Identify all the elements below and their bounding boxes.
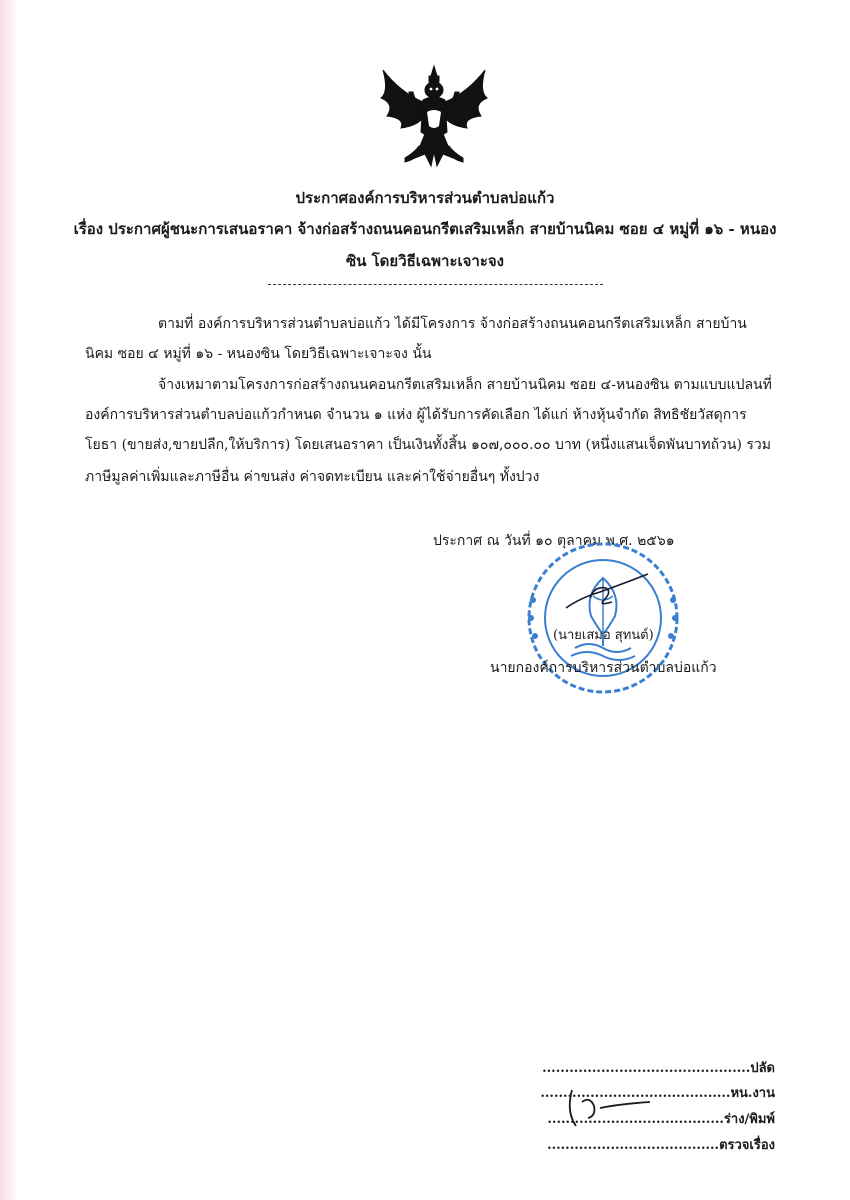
initials-signature-mark [560, 1082, 660, 1132]
routing-dots: ....................................... [547, 1112, 724, 1127]
routing-row-checker [535, 1134, 775, 1155]
routing-dots: .............................................. [542, 1061, 751, 1076]
scan-edge-tint [0, 0, 18, 1200]
paragraph-1-line-1: ตามที่ องค์การบริหารส่วนตำบลบ่อแก้ว ได้มีโครงการ จ้างก่อสร้างถนนคอนกรีตเสริมเหล็ก สายบ้าน [158, 316, 747, 332]
routing-dots: ...................................... [547, 1138, 720, 1153]
routing-label-checker: ตรวจเรื่อง [719, 1138, 775, 1153]
announcement-subject-line-1: เรื่อง ประกาศผู้ชนะการเสนอราคา จ้างก่อสร้างถนนคอนกรีตเสริมเหล็ก สายบ้านนิคม ซอย ๔ หมู่ที่ ๑๖ - หนอง [73, 220, 777, 238]
paragraph-2-line-4: ภาษีมูลค่าเพิ่มและภาษีอื่น ค่าขนส่ง ค่าจดทะเบียน และค่าใช้จ่ายอื่นๆ ทั้งปวง [85, 469, 540, 485]
signer-position: นายกองค์การบริหารส่วนตำบลบ่อแก้ว [490, 660, 717, 676]
paragraph-2-line-1: จ้างเหมาตามโครงการก่อสร้างถนนคอนกรีตเสริมเหล็ก สายบ้านนิคม ซอย ๔-หนองซิน ตามแบบแปลนที่ [158, 377, 772, 393]
routing-label-chief: ปลัด [750, 1061, 775, 1076]
paragraph-2-line-2: องค์การบริหารส่วนตำบลบ่อแก้วกำหนด จำนวน ๑ แห่ง ผู้ได้รับการคัดเลือก ได้แก่ ห้างหุ้นจำกัด สิทธิชัยวัสดุการ [85, 407, 747, 423]
paragraph-1-line-2: นิคม ซอย ๔ หมู่ที่ ๑๖ - หนองซิน โดยวิธีเฉพาะเจาะจง นั้น [85, 346, 432, 362]
signature-mark [560, 568, 655, 616]
announcement-org-title: ประกาศองค์การบริหารส่วนตำบลบ่อแก้ว [295, 189, 555, 207]
routing-label-drafter: ร่าง/พิมพ์ [723, 1112, 775, 1127]
routing-label-head: หน.งาน [730, 1086, 775, 1101]
announcement-date: ประกาศ ณ วันที่ ๑๐ ตุลาคม พ.ศ. ๒๕๖๑ [433, 533, 675, 549]
announcement-subject-line-2: ซิน โดยวิธีเฉพาะเจาะจง [345, 252, 505, 270]
routing-dots: .......................................... [540, 1086, 731, 1101]
routing-row-chief [535, 1057, 775, 1078]
signer-name: (นายเสมอ สุทนต์) [553, 628, 654, 643]
title-separator [268, 284, 603, 285]
paragraph-2-line-3: โยธา (ขายส่ง,ขายปลีก,ให้บริการ) โดยเสนอราคา เป็นเงินทั้งสิ้น ๑๐๗,๐๐๐.๐๐ บาท (หนึ่งแสนเจ็ดพันบาทถ้วน) รวม [85, 437, 771, 453]
garuda-emblem-icon [375, 62, 493, 172]
